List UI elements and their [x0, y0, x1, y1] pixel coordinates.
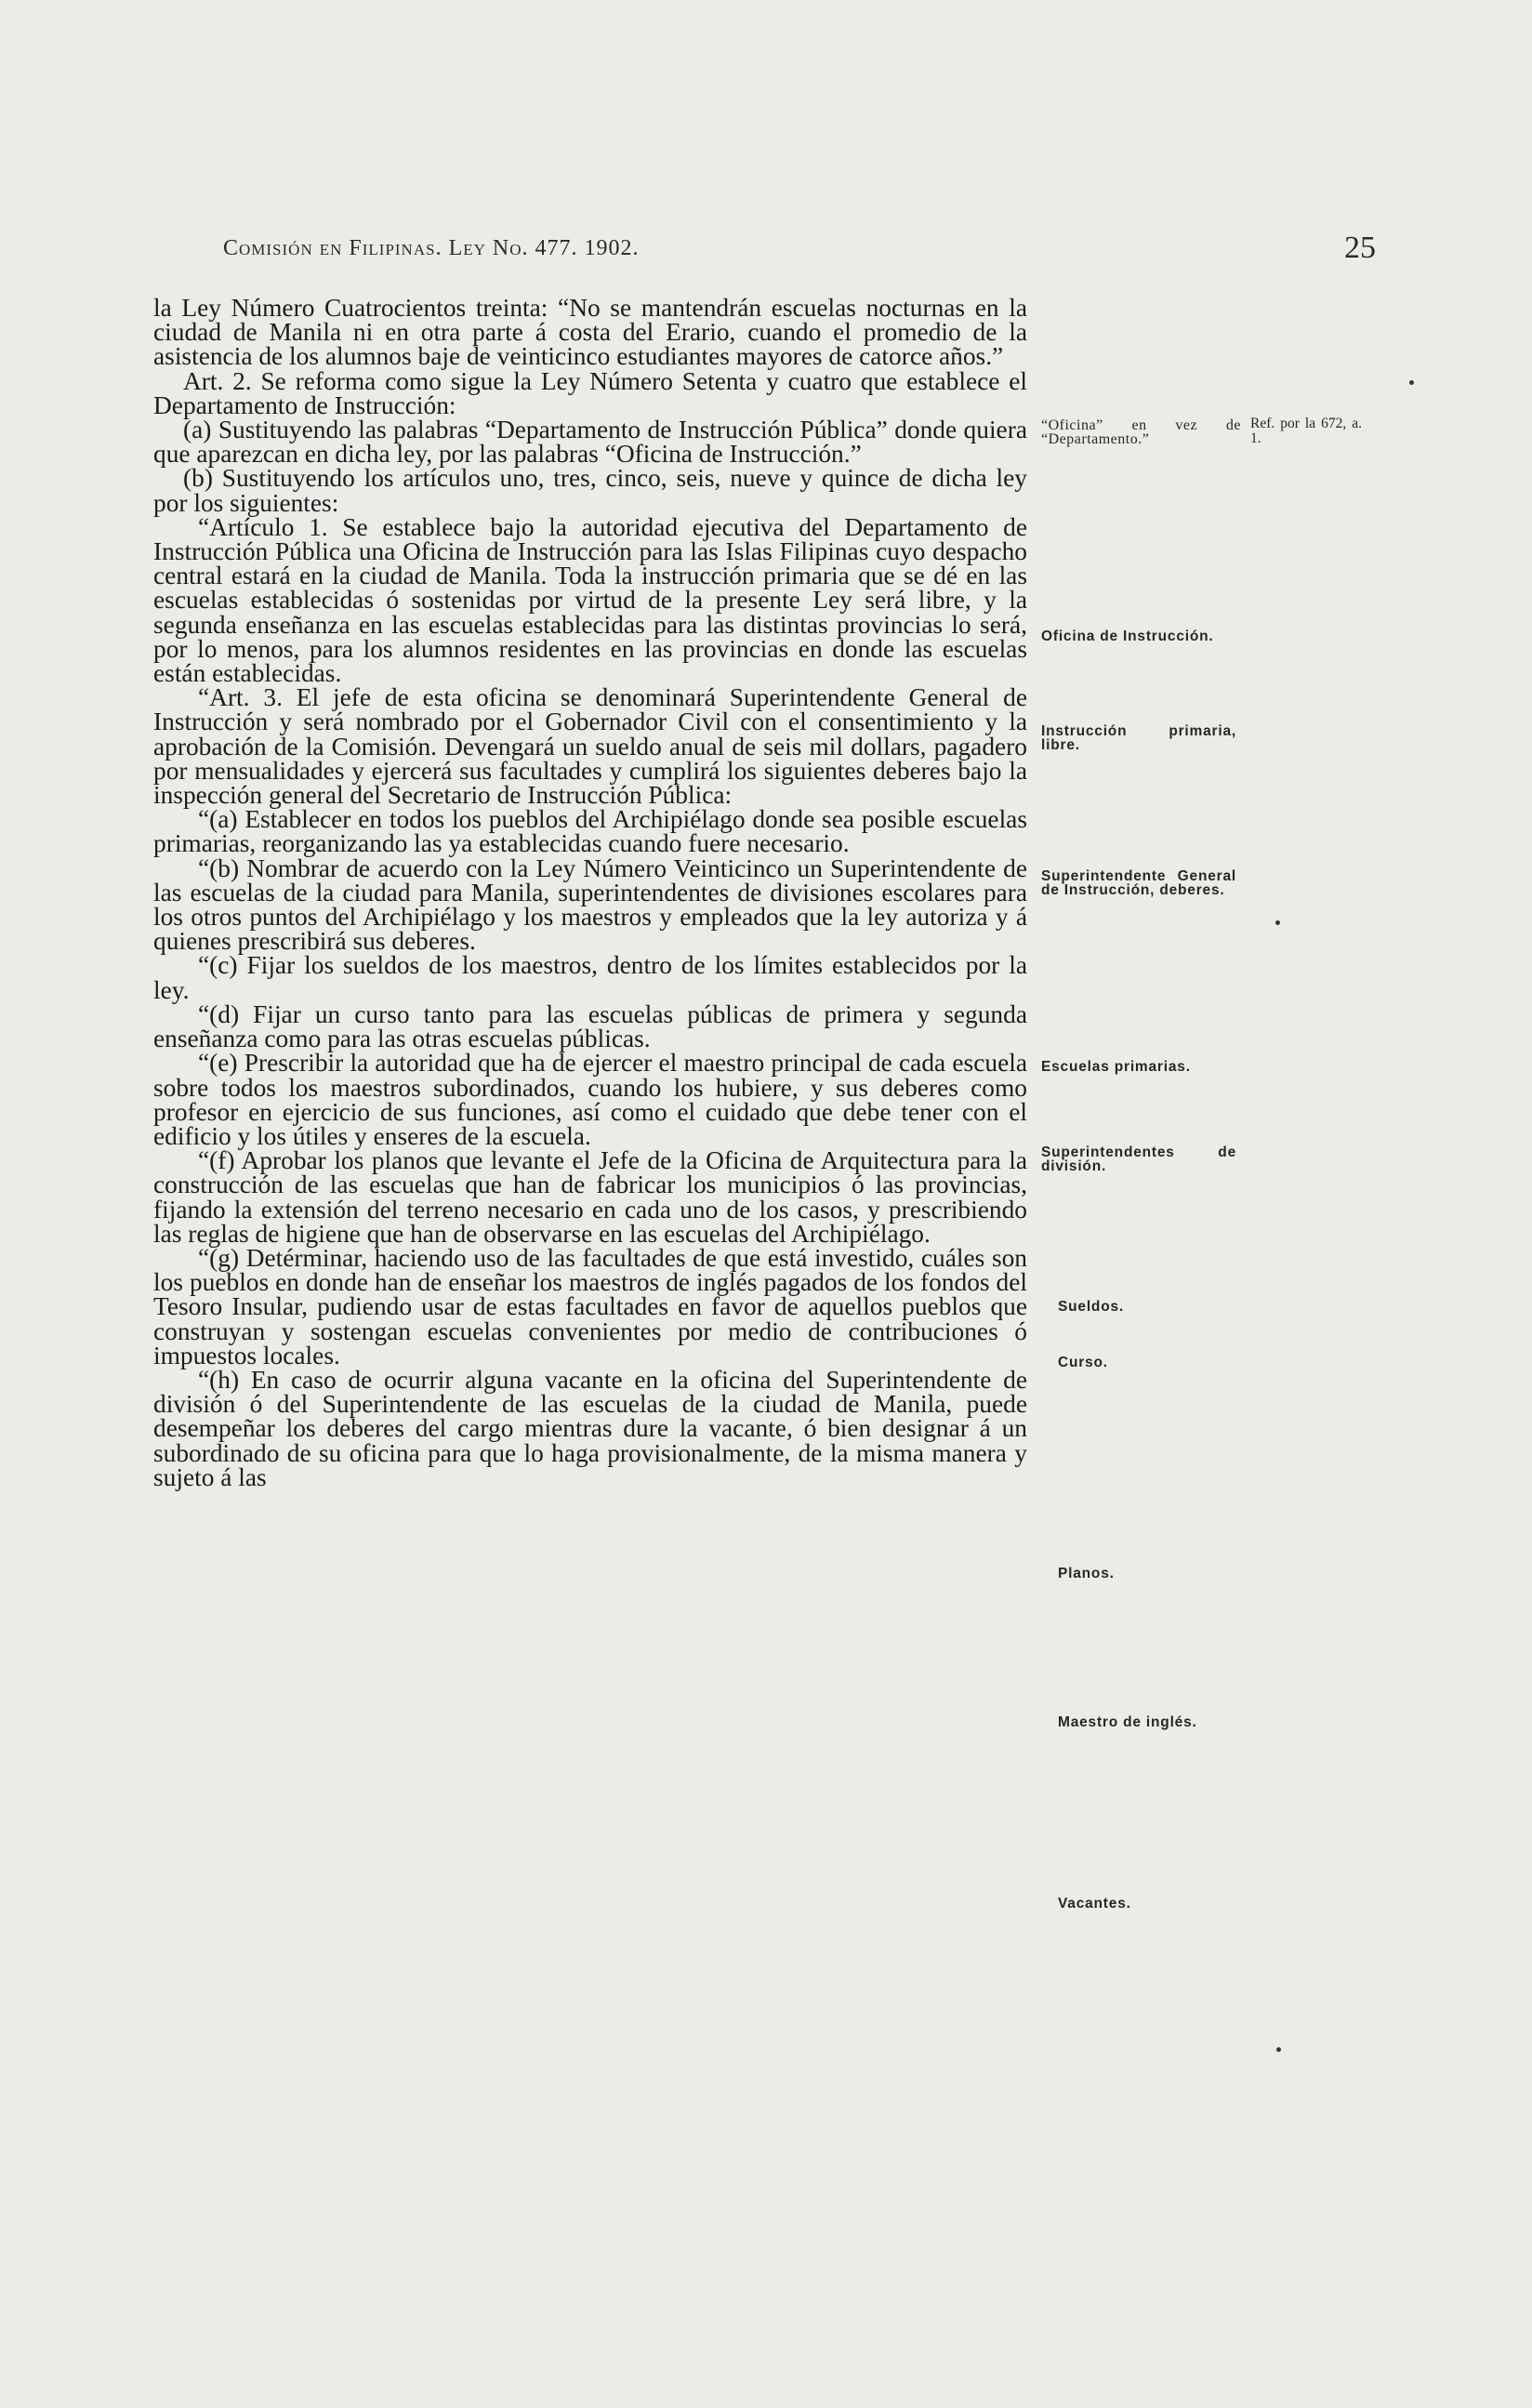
paragraph: (b) Sustituyendo los artículos uno, tres, cinco, seis, nueve y quince de dicha ley por los siguientes: [153, 464, 1027, 517]
paragraph: “Artículo 1. Se establece bajo la autoridad ejecutiva del Departamento de Instrucción Pública una Oficina de Instrucción para las Islas Filipinas cuyo despacho central estará en la ciudad de Manila. Toda la instrucción primaria que se dé en las escuelas establecidas ó sostenidas por virtud de la presente Ley será libre, y la segunda enseñanza en las escuelas establecidas para las distintas provincias lo será, por lo menos, para los alumnos residentes en las provincias en donde las escuelas están establecidas. [153, 512, 1027, 688]
margin-note-instruccion-primaria: Instrucción primaria, libre. [1041, 723, 1236, 753]
paragraph: “(b) Nombrar de acuerdo con la Ley Número Veinticinco un Superintendente de las escuelas de la ciudad para Manila, superintendentes de divisiones escolares para los otros puntos del Archipiélago y los maestros y empleados que la ley autoriza y á quienes prescribirá sus deberes. [153, 853, 1027, 956]
page-number: 25 [1344, 231, 1376, 265]
running-title: Comisión en Filipinas. Ley No. 477. 1902. [223, 236, 640, 260]
body-text [153, 296, 1027, 1489]
page-header [223, 231, 1376, 273]
paragraph: “(a) Establecer en todos los pueblos del Archipiélago donde sea posible escuelas primarias, reorganizando las ya establecidas cuando fuere necesario. [153, 805, 1027, 858]
paragraph: “(f) Aprobar los planos que levante el Jefe de la Oficina de Arquitectura para la construcción de las escuelas que han de fabricar los municipios ó las provincias, fijando la extensión del terreno necesario en cada uno de los casos, y prescribiendo las reglas de higiene que han de observarse en las escuelas del Archipiélago. [153, 1146, 1027, 1248]
paragraph: “(d) Fijar un curso tanto para las escuelas públicas de primera y segunda enseñanza como para las otras escuelas públicas. [153, 999, 1027, 1053]
margin-note-superintendente-general: Superintendente General de Instrucción, deberes. [1041, 868, 1236, 898]
margin-note-oficina-instruccion: Oficina de Instrucción. [1041, 628, 1214, 644]
margin-note-superintendentes-division: Superintendentes de división. [1041, 1144, 1236, 1174]
paragraph: Art. 2. Se reforma como sigue la Ley Número Setenta y cuatro que establece el Departamento de Instrucción: [153, 366, 1027, 419]
scan-speck [1276, 2047, 1281, 2052]
scan-speck [1275, 920, 1280, 925]
margin-note-curso: Curso. [1058, 1355, 1108, 1370]
margin-note-oficina: “Oficina” en vez de “Departamento.” [1041, 417, 1241, 447]
paragraph: “(e) Prescribir la autoridad que ha de ejercer el maestro principal de cada escuela sobre todos los maestros subordinados, cuando los hubiere, y sus deberes como profesor en ejercicio de sus funciones, así como el cuidado que debe tener con el edificio y los útiles y enseres de la escuela. [153, 1049, 1027, 1150]
paragraph: “(c) Fijar los sueldos de los maestros, dentro de los límites establecidos por la ley. [153, 951, 1027, 1004]
paragraph: (a) Sustituyendo las palabras “Departamento de Instrucción Pública” donde quiera que aparezcan en dicha ley, por las palabras “Oficina de Instrucción.” [153, 416, 1027, 469]
margin-note-vacantes: Vacantes. [1058, 1896, 1131, 1912]
margin-note-reference: Ref. por la 672, a. 1. [1250, 416, 1362, 446]
paragraph: “(h) En caso de ocurrir alguna vacante en la oficina del Superintendente de división ó del Superintendente de las escuelas de la ciudad de Manila, puede desempeñar los deberes del cargo mientras dure la vacante, ó bien designar á un subordinado de su oficina para que lo haga provisionalmente, de la misma manera y sujeto á las [153, 1365, 1027, 1491]
margin-note-escuelas-primarias: Escuelas primarias. [1041, 1059, 1191, 1075]
scan-speck [1409, 380, 1414, 385]
paragraph: “Art. 3. El jefe de esta oficina se denominará Superintendente General de Instrucción y será nombrado por el Gobernador Civil con el consentimiento y la aprobación de la Comisión. Devengará un sueldo anual de seis mil dollars, pagadero por mensualidades y ejercerá sus facultades y cumplirá los siguientes deberes bajo la inspección general del Secretario de Instrucción Pública: [153, 683, 1027, 810]
paragraph: la Ley Número Cuatrocientos treinta: “No se mantendrán escuelas nocturnas en la ciudad de Manila ni en otra parte á costa del Erario, cuando el promedio de la asistencia de los alumnos baje de veinticinco estudiantes mayores de catorce años.” [153, 294, 1027, 371]
paragraph: “(g) Detérminar, haciendo uso de las facultades de que está investido, cuáles son los pueblos en donde han de enseñar los maestros de inglés pagados de los fondos del Tesoro Insular, pudiendo usar de estas facultades en favor de aquellos pueblos que construyan y sostengan escuelas convenientes por medio de contribuciones ó impuestos locales. [153, 1243, 1027, 1369]
margin-note-sueldos: Sueldos. [1058, 1299, 1124, 1315]
margin-note-maestro-ingles: Maestro de inglés. [1058, 1714, 1197, 1730]
margin-note-planos: Planos. [1058, 1566, 1115, 1581]
